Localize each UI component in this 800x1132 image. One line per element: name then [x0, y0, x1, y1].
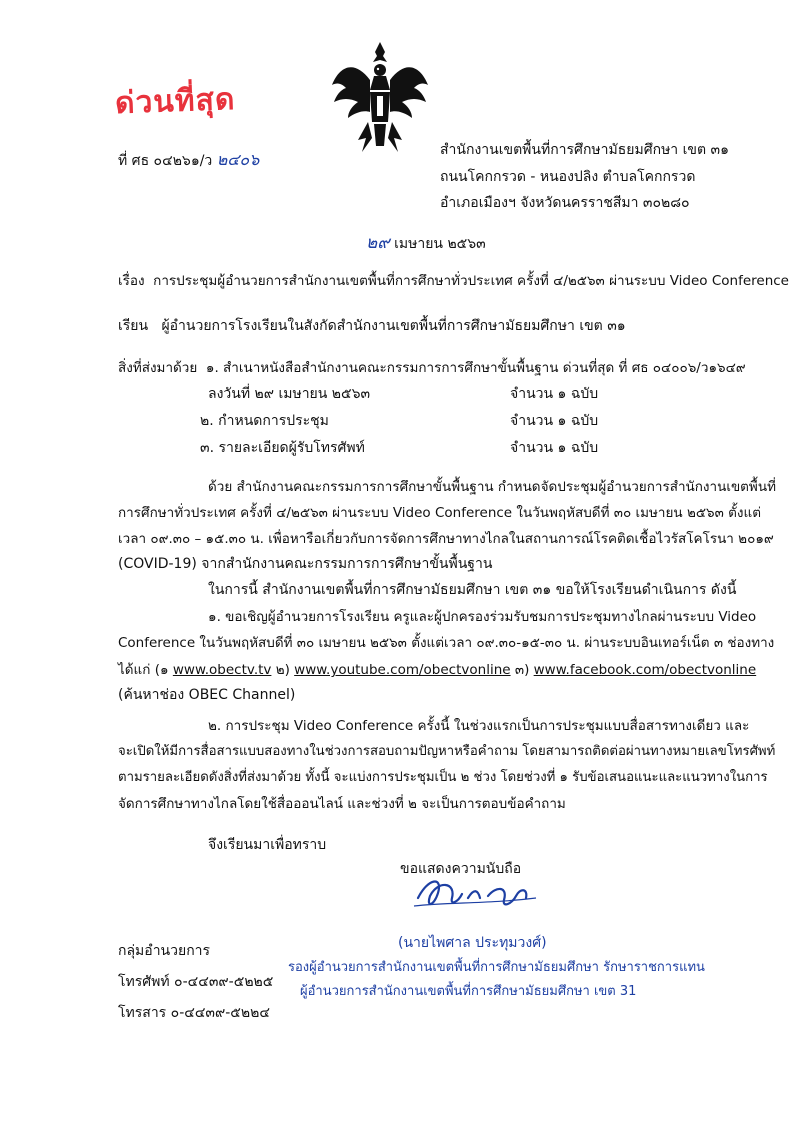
org-address-line-1: สำนักงานเขตพื้นที่การศึกษามัธยมศึกษา เขต ๓๑ [440, 142, 729, 158]
body-p1-line-2: การศึกษาทั่วประเทศ ครั้งที่ ๔/๒๕๖๓ ผ่านระบบ Video Conference ในวันพฤหัสบดีที่ ๓๐ เมษายน ๒๕๖๓ ตั้งแต่ [118, 505, 761, 521]
subject-label: เรื่อง [118, 273, 145, 289]
subject-line [118, 269, 789, 291]
enclosure-item-1-amount: จำนวน ๑ ฉบับ [510, 386, 599, 402]
enclosure-item-3: ๓. รายละเอียดผู้รับโทรศัพท์ [200, 440, 365, 456]
urgent-stamp: ด่วนที่สุด [114, 81, 236, 122]
footer-group: กลุ่มอำนวยการ [118, 943, 211, 959]
enclosure-item-1-continuation: ลงวันที่ ๒๙ เมษายน ๒๕๖๓ [208, 386, 371, 402]
closing-text: จึงเรียนมาเพื่อทราบ [208, 837, 327, 853]
body-p3-line-2: Conference ในวันพฤหัสบดีที่ ๓๐ เมษายน ๒๕๖๓ ตั้งแต่เวลา ๐๙.๓๐-๑๕-๓๐ น. ผ่านระบบอินเทอร์เน็ต ๓ ช่องทาง [118, 635, 775, 651]
youtube-link[interactable]: www.youtube.com/obectvonline [294, 662, 511, 678]
date-month-year: เมษายน ๒๕๖๓ [394, 236, 486, 252]
signer-name: (นายไพศาล ประทุมวงศ์) [398, 935, 547, 951]
document-date [366, 229, 486, 256]
document-number-handwritten: ๒๔๐๖ [216, 150, 260, 169]
document-number [118, 148, 259, 173]
body-p1-line-1: ด้วย สำนักงานคณะกรรมการการศึกษาขั้นพื้นฐาน กำหนดจัดประชุมผู้อำนวยการสำนักงานเขตพื้นที่ [208, 479, 776, 495]
footer-fax: โทรสาร ๐-๔๔๓๙-๕๒๒๔ [118, 1005, 270, 1021]
enclosure-item-1 [118, 356, 746, 378]
recipient-text: ผู้อำนวยการโรงเรียนในสังกัดสำนักงานเขตพื้นที่การศึกษามัธยมศึกษา เขต ๓๑ [161, 318, 626, 334]
links-sep-1: ๒) [271, 662, 295, 678]
org-address-line-2: ถนนโคกกรวด - หนองปลิง ตำบลโคกกรวด [440, 169, 696, 185]
body-p1-line-4: (COVID-19) จากสำนักงานคณะกรรมการการศึกษาขั้นพื้นฐาน [118, 556, 493, 572]
subject-text: การประชุมผู้อำนวยการสำนักงานเขตพื้นที่การศึกษาทั่วประเทศ ครั้งที่ ๔/๒๕๖๓ ผ่านระบบ Video Conference [153, 273, 789, 289]
garuda-emblem-icon [330, 40, 430, 158]
recipient-label: เรียน [118, 318, 149, 334]
links-prefix: ได้แก่ (๑ [118, 662, 173, 678]
date-day-handwritten: ๒๙ [366, 233, 390, 253]
signer-title-line-2: ผู้อำนวยการสำนักงานเขตพื้นที่การศึกษามัธยมศึกษา เขต 31 [300, 984, 637, 999]
body-p3-end: (ค้นหาช่อง OBEC Channel) [118, 687, 296, 703]
links-sep-2: ๓) [510, 662, 534, 678]
enclosure-label: สิ่งที่ส่งมาด้วย [118, 360, 198, 376]
body-p3-links [118, 658, 756, 680]
facebook-link[interactable]: www.facebook.com/obectvonline [533, 662, 757, 678]
body-p2: ในการนี้ สำนักงานเขตพื้นที่การศึกษามัธยมศึกษา เขต ๓๑ ขอให้โรงเรียนดำเนินการ ดังนี้ [208, 582, 737, 598]
regards-text: ขอแสดงความนับถือ [400, 861, 522, 877]
recipient-line [118, 315, 626, 337]
enclosure-item-2-amount: จำนวน ๑ ฉบับ [510, 413, 599, 429]
footer-phone: โทรศัพท์ ๐-๔๔๓๙-๕๒๒๕ [118, 974, 274, 990]
enclosure-item-3-amount: จำนวน ๑ ฉบับ [510, 440, 599, 456]
signature-icon [408, 868, 548, 918]
document-number-prefix: ที่ ศธ ๐๔๒๖๑/ว [118, 153, 213, 169]
enclosure-item-2: ๒. กำหนดการประชุม [200, 413, 329, 429]
org-address-line-3: อำเภอเมืองฯ จังหวัดนครราชสีมา ๓๐๒๘๐ [440, 195, 690, 211]
obectv-link[interactable]: www.obectv.tv [172, 662, 272, 678]
body-p4-line-2: จะเปิดให้มีการสื่อสารแบบสองทางในช่วงการสอบถามปัญหาหรือคำถาม โดยสามารถติดต่อผ่านทางหมายเลขโทรศัพท์ [118, 744, 776, 759]
body-p4-line-1: ๒. การประชุม Video Conference ครั้งนี้ ในช่วงแรกเป็นการประชุมแบบสื่อสารทางเดียว และ [208, 718, 750, 734]
body-p4-line-4: จัดการศึกษาทางไกลโดยใช้สื่อออนไลน์ และช่วงที่ ๒ จะเป็นการตอบข้อคำถาม [118, 796, 566, 812]
body-p4-line-3: ตามรายละเอียดดังสิ่งที่ส่งมาด้วย ทั้งนี้ จะแบ่งการประชุมเป็น ๒ ช่วง โดยช่วงที่ ๑ รับข้อเสนอแนะและแนวทางในการ [118, 770, 768, 785]
body-p1-line-3: เวลา ๐๙.๓๐ – ๑๕.๓๐ น. เพื่อหารือเกี่ยวกับการจัดการศึกษาทางไกลในสถานการณ์โรคติดเชื้อไวรัสโคโรนา ๒๐๑๙ [118, 531, 774, 547]
enclosure-text: ๑. สำเนาหนังสือสำนักงานคณะกรรมการการศึกษาขั้นพื้นฐาน ด่วนที่สุด ที่ ศธ ๐๔๐๐๖/ว๑๖๔๙ [205, 360, 746, 376]
signer-title-line-1: รองผู้อำนวยการสำนักงานเขตพื้นที่การศึกษามัธยมศึกษา รักษาราชการแทน [288, 960, 705, 975]
body-p3-line-1: ๑. ขอเชิญผู้อำนวยการโรงเรียน ครูและผู้ปกครองร่วมรับชมการประชุมทางไกลผ่านระบบ Video [208, 609, 757, 625]
